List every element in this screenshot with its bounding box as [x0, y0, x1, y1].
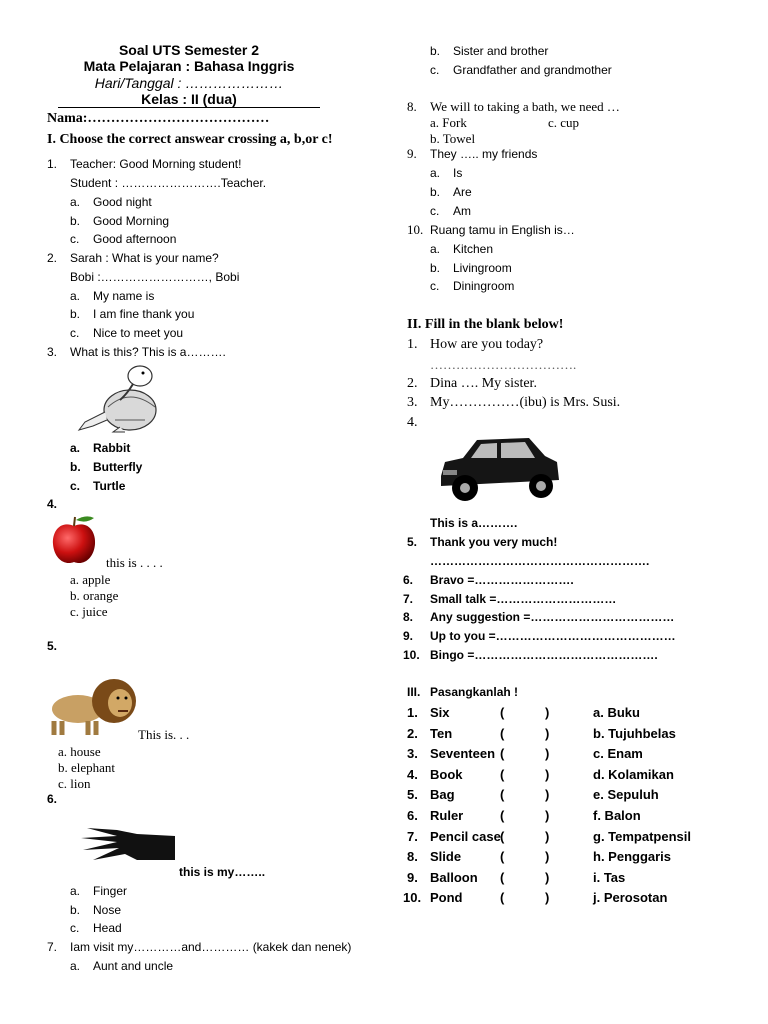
q6-number: 6. — [47, 792, 58, 806]
s2-item-5-text: Thank you very much! — [430, 535, 558, 549]
section2-heading: II. Fill in the blank below! — [407, 317, 564, 332]
q3-option-c[interactable]: Turtle — [93, 479, 126, 493]
q5-text: This is. . . — [138, 727, 190, 742]
match-answer-close-paren[interactable]: ) — [545, 829, 550, 844]
q7-option-b[interactable]: Sister and brother — [453, 44, 549, 58]
q3-option-a[interactable]: Rabbit — [93, 441, 131, 455]
match-row-word: Seventeen — [430, 746, 496, 761]
match-answer-open-paren[interactable]: ( — [500, 705, 505, 720]
s2-item-6-number: 6. — [403, 573, 414, 587]
q9-c-letter: c. — [430, 204, 440, 218]
match-answer-close-paren[interactable]: ) — [545, 808, 550, 823]
q10-option-c[interactable]: Diningroom — [453, 279, 515, 293]
q1-line2: Student : …………………….Teacher. — [70, 176, 267, 190]
header-divider — [58, 107, 320, 108]
match-row-number: 1. — [407, 705, 418, 720]
match-answer-open-paren[interactable]: ( — [500, 808, 505, 823]
q9-option-c[interactable]: Am — [453, 204, 471, 218]
s2-item-4-number: 4. — [407, 415, 418, 430]
q7-number: 7. — [47, 940, 58, 954]
match-answer-close-paren[interactable]: ) — [545, 787, 550, 802]
s2-item-4-text[interactable]: This is a………. — [430, 516, 518, 530]
match-row-word: Six — [430, 705, 450, 720]
q10-b-letter: b. — [430, 261, 441, 275]
q4-option-a[interactable]: a. apple — [70, 572, 111, 587]
match-row-number: 10. — [403, 890, 422, 905]
match-row-word: Pond — [430, 890, 463, 905]
q6-option-a[interactable]: Finger — [93, 884, 128, 898]
match-row-answer: j. Perosotan — [593, 890, 668, 905]
q2-line2: Bobi :………………………, Bobi — [70, 270, 240, 284]
q7-option-a[interactable]: Aunt and uncle — [93, 959, 174, 973]
match-answer-open-paren[interactable]: ( — [500, 787, 505, 802]
match-row-word: Slide — [430, 849, 462, 864]
q1-a-letter: a. — [70, 195, 81, 209]
lion-image — [48, 671, 140, 737]
match-answer-close-paren[interactable]: ) — [545, 726, 550, 741]
section3-roman: III. — [407, 685, 421, 699]
match-row-number: 9. — [407, 870, 418, 885]
hand-image — [77, 826, 175, 866]
q2-a-letter: a. — [70, 289, 81, 303]
s2-item-8-text[interactable]: Any suggestion =……………………………… — [430, 610, 675, 624]
q9-b-letter: b. — [430, 185, 441, 199]
match-answer-close-paren[interactable]: ) — [545, 705, 550, 720]
q9-number: 9. — [407, 146, 417, 161]
car-image — [437, 434, 561, 506]
q3-text: What is this? This is a………. — [70, 345, 226, 359]
q8-option-b[interactable]: b. Towel — [430, 131, 476, 146]
match-answer-close-paren[interactable]: ) — [545, 746, 550, 761]
match-row-answer: f. Balon — [593, 808, 641, 823]
s2-item-5-number: 5. — [407, 535, 418, 549]
q6-b-letter: b. — [70, 903, 81, 917]
q3-b-letter: b. — [70, 460, 81, 474]
q5-option-b[interactable]: b. elephant — [58, 760, 116, 775]
section3-heading: Pasangkanlah ! — [430, 685, 519, 699]
q3-option-b[interactable]: Butterfly — [93, 460, 143, 474]
q1-number: 1. — [47, 157, 58, 171]
q10-option-b[interactable]: Livingroom — [453, 261, 512, 275]
q7-option-c[interactable]: Grandfather and grandmother — [453, 63, 612, 77]
q7-c-letter: c. — [430, 63, 440, 77]
match-row-answer: i. Tas — [593, 870, 626, 885]
match-answer-open-paren[interactable]: ( — [500, 890, 505, 905]
q4-number: 4. — [47, 497, 58, 511]
match-row-number: 4. — [407, 767, 418, 782]
q1-option-c[interactable]: Good afternoon — [93, 232, 177, 246]
s2-item-9-text[interactable]: Up to you =……………………………………… — [430, 629, 676, 643]
q6-option-b[interactable]: Nose — [93, 903, 122, 917]
match-row-answer: a. Buku — [593, 705, 640, 720]
s2-item-9-number: 9. — [403, 629, 414, 643]
q7-text: Iam visit my…………and………… (kakek dan nenek) — [70, 940, 352, 954]
match-answer-open-paren[interactable]: ( — [500, 849, 505, 864]
match-row-number: 3. — [407, 746, 418, 761]
q4-text: this is . . . . — [106, 555, 163, 570]
q1-c-letter: c. — [70, 232, 80, 246]
s2-item-10-text[interactable]: Bingo =………………………………………. — [430, 648, 658, 662]
q2-c-letter: c. — [70, 326, 80, 340]
q2-option-b[interactable]: I am fine thank you — [93, 307, 195, 321]
q1-option-a[interactable]: Good night — [93, 195, 152, 209]
subject-line: Mata Pelajaran : Bahasa Inggris — [83, 58, 295, 74]
match-answer-close-paren[interactable]: ) — [545, 849, 550, 864]
match-answer-close-paren[interactable]: ) — [545, 890, 550, 905]
section1-heading: I. Choose the correct answear crossing a, b,or c! — [47, 132, 333, 147]
q9-option-a[interactable]: Is — [453, 166, 463, 180]
s2-item-7-number: 7. — [403, 592, 414, 606]
q2-b-letter: b. — [70, 307, 81, 321]
match-answer-open-paren[interactable]: ( — [500, 870, 505, 885]
q3-a-letter: a. — [70, 441, 81, 455]
s2-item-3-number: 3. — [407, 395, 418, 410]
q5-number: 5. — [47, 639, 58, 653]
s2-item-3-text[interactable]: My……………(ibu) is Mrs. Susi. — [430, 395, 621, 410]
s2-item-2-number: 2. — [407, 376, 418, 391]
match-row-answer: e. Sepuluh — [593, 787, 659, 802]
q2-number: 2. — [47, 251, 58, 265]
match-row-answer: g. Tempatpensil — [593, 829, 691, 844]
match-answer-close-paren[interactable]: ) — [545, 767, 550, 782]
match-row-word: Ruler — [430, 808, 464, 823]
s2-item-5-blank[interactable]: ………………………………………………. — [430, 554, 650, 568]
q6-option-c[interactable]: Head — [93, 921, 122, 935]
match-answer-close-paren[interactable]: ) — [545, 870, 550, 885]
q8-text: We will to taking a bath, we need … — [430, 99, 620, 114]
apple-image — [50, 514, 98, 566]
q9-option-b[interactable]: Are — [453, 185, 472, 199]
match-row-word: Pencil case — [430, 829, 501, 844]
q6-c-letter: c. — [70, 921, 80, 935]
q10-option-a[interactable]: Kitchen — [453, 242, 494, 256]
turtle-image — [75, 362, 160, 434]
match-row-number: 8. — [407, 849, 418, 864]
match-answer-open-paren[interactable]: ( — [500, 726, 505, 741]
match-answer-open-paren[interactable]: ( — [500, 746, 505, 761]
q1-line1: Teacher: Good Morning student! — [70, 157, 242, 171]
match-answer-open-paren[interactable]: ( — [500, 767, 505, 782]
class-line: Kelas : II (dua) — [141, 91, 237, 107]
q6-text: this is my…….. — [179, 865, 266, 879]
page-title: Soal UTS Semester 2 — [118, 42, 260, 58]
match-row-word: Book — [430, 767, 463, 782]
q2-option-c[interactable]: Nice to meet you — [93, 326, 184, 340]
match-row-answer: d. Kolamikan — [593, 767, 674, 782]
q10-a-letter: a. — [430, 242, 441, 256]
q9-a-letter: a. — [430, 166, 441, 180]
q2-line1: Sarah : What is your name? — [70, 251, 219, 265]
match-row-number: 2. — [407, 726, 418, 741]
q10-c-letter: c. — [430, 279, 440, 293]
q9-text: They ….. my friends — [430, 147, 538, 161]
q10-text: Ruang tamu in English is… — [430, 223, 575, 237]
match-row-answer: b. Tujuhbelas — [593, 726, 676, 741]
match-row-word: Balloon — [430, 870, 478, 885]
match-row-word: Bag — [430, 787, 455, 802]
match-answer-open-paren[interactable]: ( — [500, 829, 505, 844]
q1-option-b[interactable]: Good Morning — [93, 214, 170, 228]
q3-c-letter: c. — [70, 479, 81, 493]
s2-item-2-text[interactable]: Dina …. My sister. — [430, 376, 537, 391]
q8-option-a[interactable]: a. Fork — [430, 115, 467, 130]
q8-number: 8. — [407, 99, 417, 114]
s2-item-7-text[interactable]: Small talk =………………………… — [430, 592, 617, 606]
match-row-number: 6. — [407, 808, 418, 823]
s2-item-10-number: 10. — [403, 648, 420, 662]
s2-item-1-text: How are you today? — [430, 337, 544, 352]
q3-number: 3. — [47, 345, 58, 359]
q5-option-a[interactable]: a. house — [58, 744, 101, 759]
match-row-answer: h. Penggaris — [593, 849, 672, 864]
s2-item-6-text[interactable]: Bravo =……………………. — [430, 573, 574, 587]
q2-option-a[interactable]: My name is — [93, 289, 155, 303]
match-row-number: 7. — [407, 829, 418, 844]
q1-b-letter: b. — [70, 214, 81, 228]
q7-a-letter: a. — [70, 959, 81, 973]
s2-item-1-number: 1. — [407, 337, 418, 352]
match-row-number: 5. — [407, 787, 418, 802]
name-field: Nama:………………………………… — [47, 111, 270, 126]
q4-option-c[interactable]: c. juice — [70, 604, 108, 619]
q5-option-c[interactable]: c. lion — [58, 776, 91, 791]
q7-b-letter: b. — [430, 44, 441, 58]
q8-option-c[interactable]: c. cup — [548, 115, 580, 130]
s2-item-8-number: 8. — [403, 610, 414, 624]
q6-a-letter: a. — [70, 884, 81, 898]
match-row-answer: c. Enam — [593, 746, 643, 761]
date-line: Hari/Tanggal : ………………… — [94, 75, 284, 91]
q4-option-b[interactable]: b. orange — [70, 588, 119, 603]
q10-number: 10. — [407, 222, 424, 237]
match-row-word: Ten — [430, 726, 453, 741]
s2-item-1-blank[interactable]: ……………………………. — [430, 357, 577, 372]
